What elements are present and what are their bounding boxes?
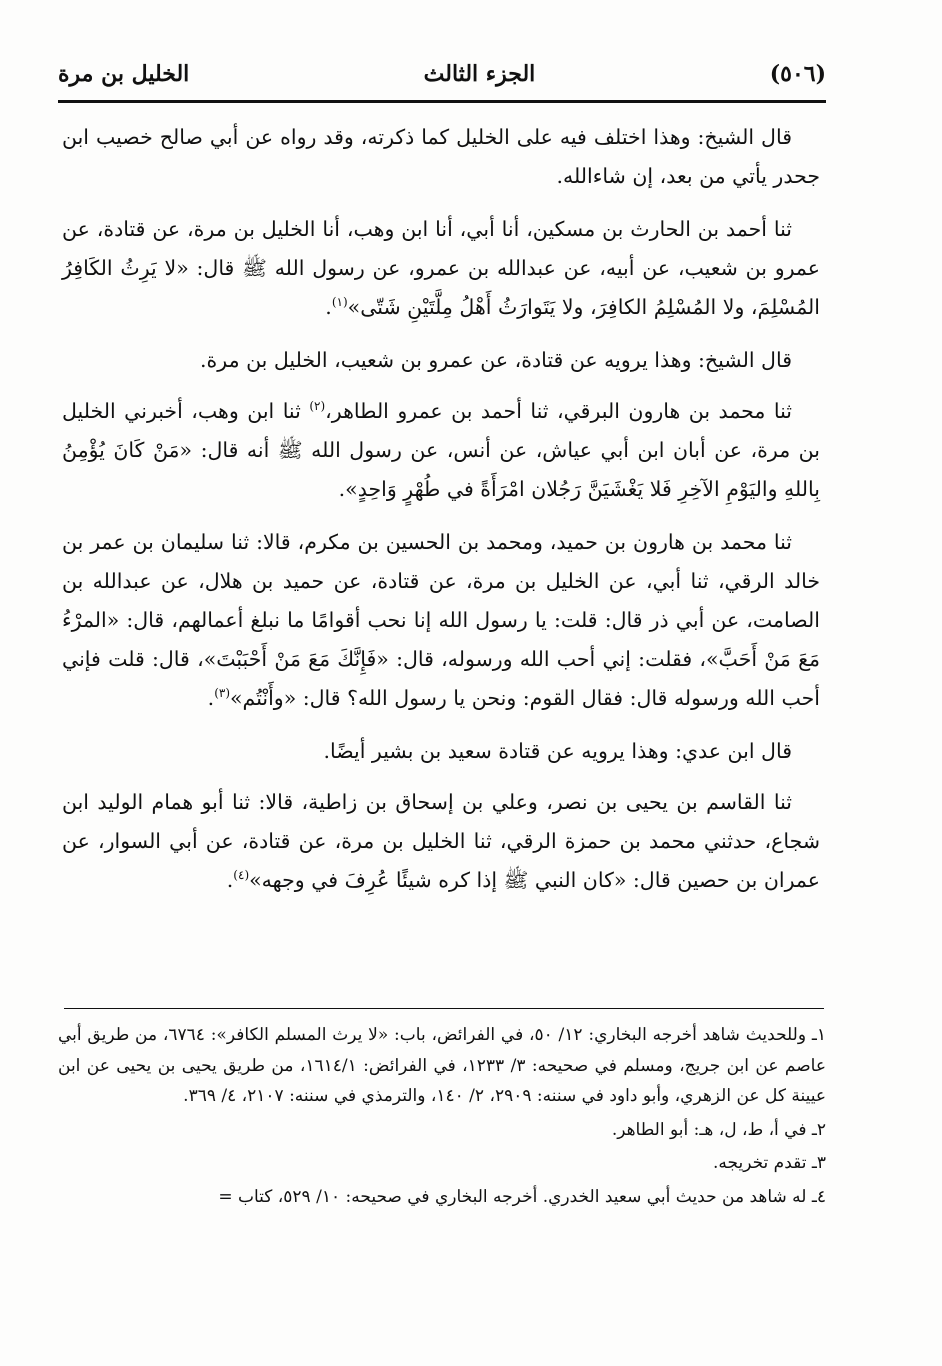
page-number: (٥٠٦) [769,61,826,87]
footnote: ١ـ وللحديث شاهد أخرجه البخاري: ١٢/ ٥٠، في الفرائض، باب: «لا يرث المسلم الكافر»: ٦٧٦٤، من طريق أبي عاصم عن ابن جريج، ومسلم في صحيحه: ٣/ ١٢٣٣، في الفرائض: ١٦١٤/١، من طريق يحيى بن يحيى عن ابن عيينة كل عن الزهري، وأبو داود في سننه: ٢٩٠٩، ٢/ ١٤٠، والترمذي في سننه: ٢١٠٧، ٤/ ٣٦٩. [58,1025,826,1106]
paragraph: قال الشيخ: وهذا يرويه عن قتادة، عن عمرو بن شعيب، الخليل بن مرة. [200,348,792,372]
footnote-ref: (٣) [214,686,231,701]
footnote: ٣ـ تقدم تخريجه. [712,1153,826,1173]
volume-title: الجزء الثالث [423,61,536,87]
footnote-rule [64,1008,824,1009]
footnote-ref: (٤) [233,868,250,883]
main-text [62,118,820,914]
header-rule [58,100,826,103]
page-header [58,52,826,96]
paragraph: قال الشيخ: وهذا اختلف فيه على الخليل كما ذكرته، وقد رواه عن أبي صالح خصيب ابن جحدر يأتي من بعد، إن شاءالله. [62,125,820,188]
footnote: ٤ـ له شاهد من حديث أبي سعيد الخدري. أخرجه البخاري في صحيحه: ١٠/ ٥٢٩، كتاب = [218,1186,826,1207]
paragraph: قال ابن عدي: وهذا يرويه عن قتادة سعيد بن بشير أيضًا. [323,739,792,763]
entry-title: الخليل بن مرة [58,61,190,87]
footnotes [58,1020,826,1215]
footnote-ref: (١) [331,295,348,310]
paragraph: ثنا القاسم بن يحيى بن نصر، وعلي بن إسحاق بن زاطية، قالا: ثنا أبو همام الوليد ابن شجاع، حدثني محمد بن حمزة الرقي، ثنا الخليل بن مرة، عن قتادة، عن أبي السوار، عن عمران بن حصين قال: «كان النبي ﷺ إذا كره شيئًا عُرِفَ في وجهه»$^{(٤)}$. [62,790,820,892]
paragraph: ثنا محمد بن هارون بن حميد، ومحمد بن الحسين بن مكرم، قالا: ثنا سليمان بن عمر بن خالد الرقي، ثنا أبي، عن الخليل بن مرة، عن قتادة، عن حميد بن هلال، عن عبدالله بن الصامت، عن أبي ذر قال: قلت: يا رسول الله إنا نحب أقوامًا ما نبلغ أعمالهم، قال: «المرْءُ مَعَ مَنْ أَحَبَّ»، فقلت: إني أحب الله ورسوله، قال: «فَإِنَّكَ مَعَ مَنْ أَحْبَبْتَ»، قال: قلت فإني أحب الله ورسوله قال: فقال القوم: ونحن يا رسول الله؟ قال: «وأَنْتُم»$^{(٣)}$. [62,530,820,710]
paragraph: ثنا أحمد بن الحارث بن مسكين، أنا أبي، أنا ابن وهب، أنا الخليل بن مرة، عن قتادة، عن عمرو بن شعيب، عن أبيه، عن عبدالله بن عمرو، عن رسول الله ﷺ قال: «لا يَرِثُ الكَافِرُ المُسْلِمَ، ولا المُسْلِمُ الكافِرَ، ولا يَتَوارَثُ أَهْلُ مِلَّتَيْنِ شَتّى»$^{(١)}$. [62,217,820,319]
paragraph: ثنا محمد بن هارون البرقي، ثنا أحمد بن عمرو الطاهر،$^{(٢)}$ ثنا ابن وهب، أخبرني الخليل بن مرة، عن أبان ابن أبي عياش، عن أنس، عن رسول الله ﷺ أنه قال: «مَنْ كَانَ يُؤْمِنُ بِاللهِ واليَوْمِ الآخِرِ فَلا يَغْشَيَنَّ رَجُلان امْرَأَةً في طُهْرٍ وَاحِدٍ». [62,399,820,501]
footnote-ref: (٢) [309,399,326,414]
footnote: ٢ـ في أ، ط، ل، هـ: أبو الطاهر. [611,1119,826,1140]
